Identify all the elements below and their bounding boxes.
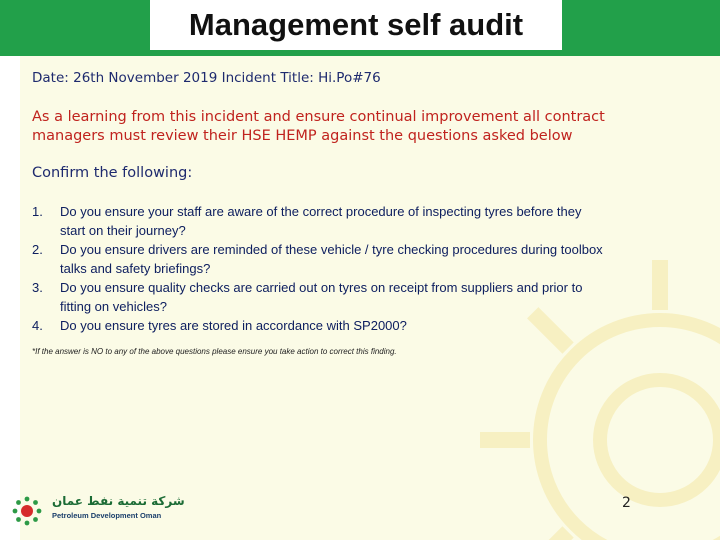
question-item bbox=[32, 278, 692, 316]
question-number: 4. bbox=[32, 318, 43, 333]
page-number: 2 bbox=[622, 495, 631, 511]
question-line: talks and safety briefings? bbox=[60, 261, 211, 276]
pdo-sun-icon bbox=[12, 496, 42, 526]
incident-meta: Date: 26th November 2019 Incident Title: Hi.Po#76 bbox=[32, 70, 381, 86]
question-line: Do you ensure your staff are aware of the correct procedure of inspecting tyres before they bbox=[60, 204, 582, 219]
title-box bbox=[150, 0, 562, 50]
left-margin-panel bbox=[0, 56, 20, 540]
question-text bbox=[60, 316, 692, 335]
intro-line: As a learning from this incident and ensure continual improvement all contract bbox=[32, 109, 605, 125]
question-item bbox=[32, 240, 692, 278]
question-line: fitting on vehicles? bbox=[60, 299, 167, 314]
question-text bbox=[60, 202, 692, 240]
question-text bbox=[60, 278, 692, 316]
question-list bbox=[32, 202, 692, 335]
question-number: 3. bbox=[32, 280, 43, 295]
question-line: Do you ensure tyres are stored in accordance with SP2000? bbox=[60, 318, 407, 333]
footnote: *If the answer is NO to any of the above questions please ensure you take action to correct this finding. bbox=[32, 347, 397, 356]
page-title: Management self audit bbox=[188, 7, 524, 42]
question-number: 2. bbox=[32, 242, 43, 257]
confirm-heading: Confirm the following: bbox=[32, 165, 193, 181]
question-line: start on their journey? bbox=[60, 223, 186, 238]
logo-arabic-text: شركة تنمية نفط عمان bbox=[52, 494, 185, 508]
question-number: 1. bbox=[32, 204, 43, 219]
question-item bbox=[32, 316, 692, 335]
question-line: Do you ensure drivers are reminded of these vehicle / tyre checking procedures during toolbox bbox=[60, 242, 603, 257]
intro-text bbox=[32, 108, 692, 146]
question-line: Do you ensure quality checks are carried out on tyres on receipt from suppliers and prior to bbox=[60, 280, 583, 295]
intro-line: managers must review their HSE HEMP against the questions asked below bbox=[32, 128, 573, 144]
question-item bbox=[32, 202, 692, 240]
logo-english-text: Petroleum Development Oman bbox=[52, 511, 162, 520]
company-logo bbox=[12, 494, 185, 528]
question-text bbox=[60, 240, 692, 278]
